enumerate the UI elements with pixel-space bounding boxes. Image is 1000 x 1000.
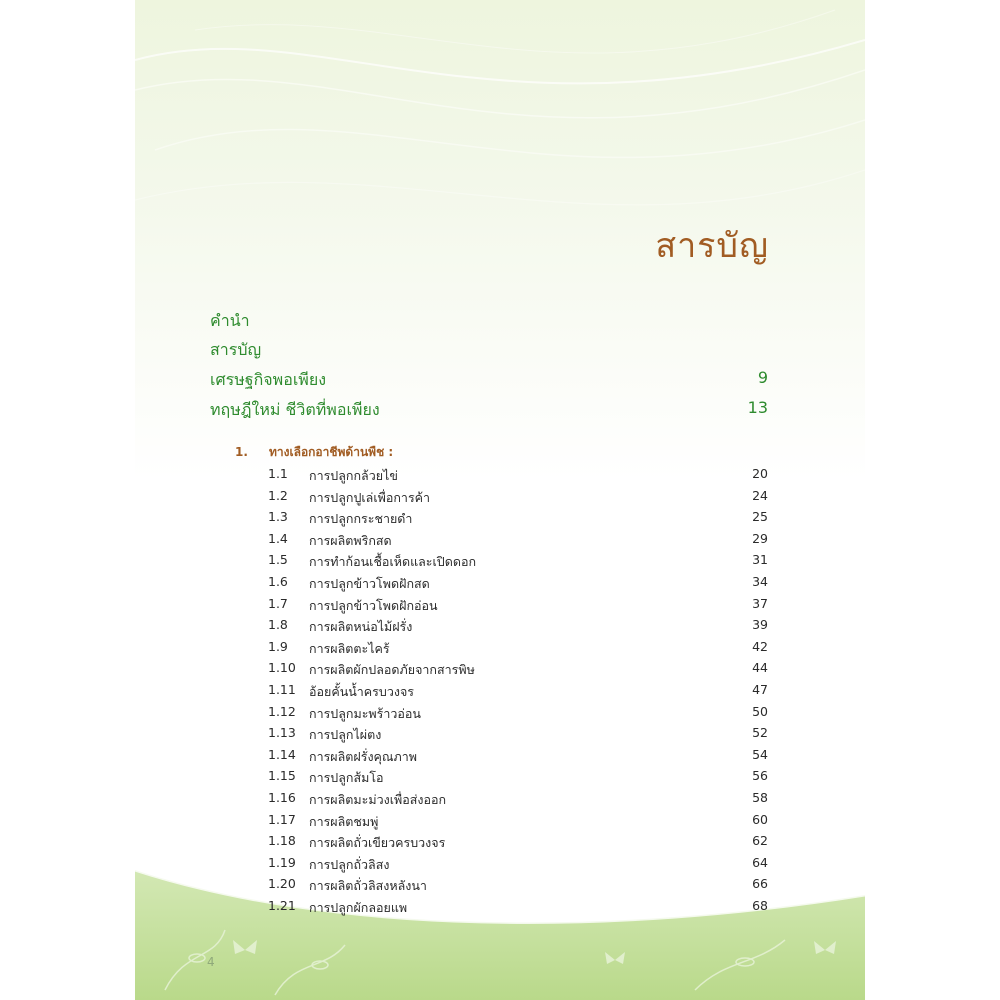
section-heading	[235, 443, 393, 462]
main-entry-page: 9	[757, 368, 768, 387]
toc-row	[268, 745, 768, 767]
toc-number: 1.14	[268, 746, 296, 762]
toc-number: 1.19	[268, 854, 296, 870]
toc-number: 1.7	[268, 595, 288, 611]
toc-row	[268, 680, 768, 702]
toc-page: 31	[752, 552, 768, 568]
toc-number: 1.2	[268, 487, 288, 503]
toc-title: การผลิตฝรั่งคุณภาพ	[309, 748, 418, 764]
toc-page: 56	[752, 768, 768, 784]
toc-title: การปลูกส้มโอ	[309, 770, 384, 786]
toc-page: 39	[752, 617, 768, 633]
section-number: 1.	[235, 445, 248, 459]
toc-page: 29	[752, 530, 768, 546]
toc-row	[268, 615, 768, 637]
toc-number: 1.4	[268, 530, 288, 546]
toc-page: 34	[752, 573, 768, 589]
main-entry	[210, 368, 768, 396]
toc-title: การปลูกมะพร้าวอ่อน	[309, 705, 421, 721]
toc-number: 1.20	[268, 876, 296, 892]
toc-title: การผลิตตะไคร้	[309, 640, 390, 656]
toc-number: 1.13	[268, 725, 296, 741]
toc-page: 58	[752, 789, 768, 805]
main-entry-label: เศรษฐกิจพอเพียง	[210, 370, 327, 389]
main-entry-label: สารบัญ	[210, 340, 262, 359]
toc-row	[268, 529, 768, 551]
toc-page: 68	[752, 897, 768, 913]
toc-row	[268, 810, 768, 832]
toc-row	[268, 831, 768, 853]
toc-number: 1.6	[268, 573, 288, 589]
page-title: สารบัญ	[655, 226, 769, 266]
toc-row	[268, 594, 768, 616]
toc-title: การผลิตพริกสด	[309, 532, 392, 548]
toc-title: การปลูกผักลอยแพ	[309, 899, 408, 915]
toc-page: 44	[752, 660, 768, 676]
toc-page: 20	[752, 466, 768, 481]
section-title: ทางเลือกอาชีพด้านพืช :	[269, 445, 394, 459]
toc-row	[268, 486, 768, 508]
main-entry	[210, 398, 768, 426]
toc-row	[268, 637, 768, 659]
toc-page: 54	[752, 746, 768, 762]
toc-title: การปลูกข้าวโพดฝักสด	[309, 575, 430, 591]
toc-number: 1.11	[268, 681, 296, 697]
toc-title: การปลูกไผ่ตง	[309, 727, 382, 743]
toc-title: การผลิตชมพู่	[309, 813, 379, 829]
toc-page: 62	[752, 833, 768, 849]
toc-number: 1.1	[268, 466, 288, 481]
toc-row	[268, 896, 768, 918]
background-swoosh	[135, 0, 865, 320]
toc-title: การผลิตผักปลอดภัยจากสารพิษ	[309, 662, 475, 678]
toc-row	[268, 853, 768, 875]
main-entry	[210, 338, 768, 366]
toc-number: 1.9	[268, 638, 288, 654]
toc-number: 1.5	[268, 552, 288, 568]
toc-number: 1.12	[268, 703, 296, 719]
toc-number: 1.16	[268, 789, 296, 805]
toc-title: การผลิตถั่วลิสงหลังนา	[309, 878, 427, 894]
toc-title: การผลิตมะม่วงเพื่อส่งออก	[309, 791, 447, 807]
toc-list	[268, 464, 768, 917]
toc-row	[268, 723, 768, 745]
toc-number: 1.8	[268, 617, 288, 633]
toc-title: การทำก้อนเชื้อเห็ดและเปิดดอก	[309, 554, 477, 570]
toc-title: การปลูกกระชายดำ	[309, 511, 413, 527]
toc-page: 64	[752, 854, 768, 870]
main-entry	[210, 309, 768, 337]
toc-number: 1.21	[268, 897, 296, 913]
toc-page: 47	[752, 681, 768, 697]
toc-page: 37	[752, 595, 768, 611]
toc-row	[268, 702, 768, 724]
main-entry-page: 13	[747, 398, 768, 417]
toc-page: 50	[752, 703, 768, 719]
toc-row	[268, 572, 768, 594]
toc-row	[268, 464, 768, 486]
toc-page: 25	[752, 509, 768, 525]
toc-page: 24	[752, 487, 768, 503]
toc-title: การปลูกถั่วลิสง	[309, 856, 390, 872]
main-entry-label: ทฤษฎีใหม่ ชีวิตที่พอเพียง	[210, 400, 380, 419]
toc-number: 1.18	[268, 833, 296, 849]
toc-number: 1.3	[268, 509, 288, 525]
toc-row	[268, 658, 768, 680]
toc-page: 42	[752, 638, 768, 654]
main-entry-label: คำนำ	[210, 311, 250, 330]
toc-number: 1.17	[268, 811, 296, 827]
toc-row	[268, 550, 768, 572]
page-number: 4	[207, 955, 215, 969]
toc-row	[268, 788, 768, 810]
document-page	[135, 0, 865, 1000]
toc-page: 52	[752, 725, 768, 741]
toc-row	[268, 507, 768, 529]
toc-row	[268, 874, 768, 896]
toc-row	[268, 766, 768, 788]
toc-title: การปลูกกล้วยไข่	[309, 468, 398, 483]
toc-title: การปลูกปูเล่เพื่อการค้า	[309, 489, 431, 505]
toc-page: 60	[752, 811, 768, 827]
toc-title: อ้อยคั้นน้ำครบวงจร	[309, 683, 414, 699]
toc-number: 1.10	[268, 660, 296, 676]
toc-title: การผลิตถั่วเขียวครบวงจร	[309, 835, 446, 851]
toc-number: 1.15	[268, 768, 296, 784]
toc-page: 66	[752, 876, 768, 892]
toc-title: การผลิตหน่อไม้ฝรั่ง	[309, 619, 413, 635]
toc-title: การปลูกข้าวโพดฝักอ่อน	[309, 597, 438, 613]
